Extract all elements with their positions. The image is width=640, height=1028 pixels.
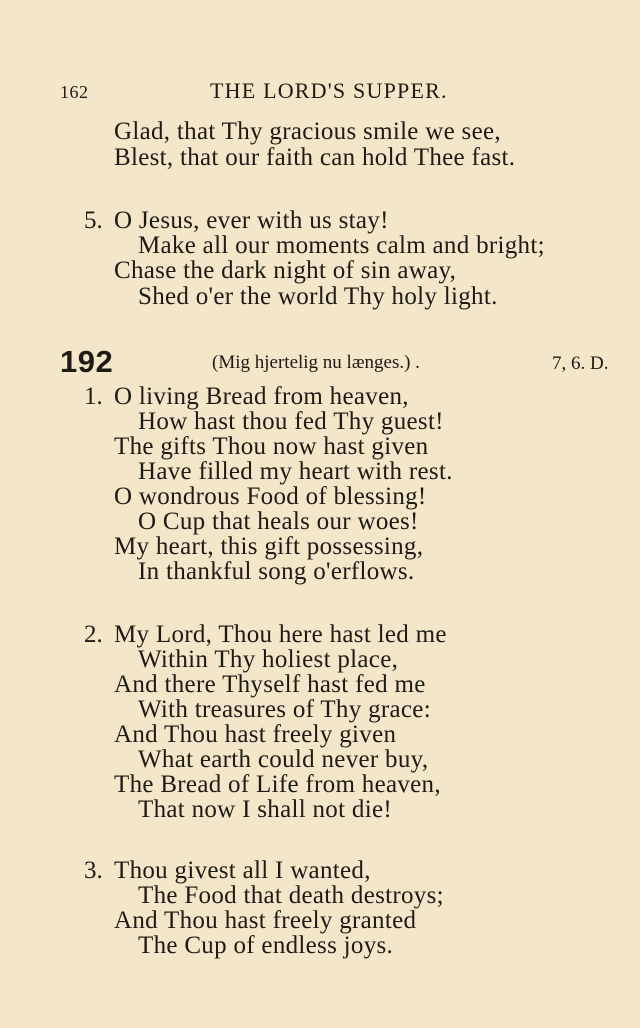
verse-line: With treasures of Thy grace: [138,696,431,723]
verse-line: How hast thou fed Thy guest! [138,408,444,435]
verse-line: Make all our moments calm and bright; [138,232,545,259]
verse-line: The Cup of endless joys. [138,932,394,959]
verse-number: 5. [84,207,103,234]
verse-line: And Thou hast freely granted [114,907,417,934]
verse-line: And Thou hast freely given [114,721,397,748]
page-header [60,78,500,108]
verse-line: Thou givest all I wanted, [114,857,371,884]
verse-line: The Bread of Life from heaven, [114,771,441,798]
verse-line: Have filled my heart with rest. [138,458,453,485]
verse-number: 2. [84,621,103,648]
verse-line: My heart, this gift possessing, [114,533,424,560]
verse-line: Within Thy holiest place, [138,646,399,673]
verse-line: What earth could never buy, [138,746,429,773]
verse-line: O Jesus, ever with us stay! [114,207,389,234]
verse-line: The Food that death destroys; [138,882,444,909]
continuation-line: Glad, that Thy gracious smile we see, [114,118,501,145]
verse-number: 1. [84,383,103,410]
verse-line: O wondrous Food of blessing! [114,483,427,510]
verse-line: Shed o'er the world Thy holy light. [138,283,498,310]
verse-line: My Lord, Thou here hast led me [114,621,447,648]
tune-name: (Mig hjertelig nu længes.) . [212,352,420,373]
verse-line: And there Thyself hast fed me [114,671,426,698]
verse-line: O Cup that heals our woes! [138,508,419,535]
verse-line: Chase the dark night of sin away, [114,257,457,284]
page-number: 162 [60,82,89,102]
verse-line: That now I shall not die! [138,796,392,823]
running-title: THE LORD'S SUPPER. [210,78,448,103]
verse-line: The gifts Thou now hast given [114,433,429,460]
continuation-line: Blest, that our faith can hold Thee fast. [114,144,516,171]
hymn-number: 192 [60,344,114,379]
verse-line: In thankful song o'erflows. [138,558,415,585]
hymn-meter: 7, 6. D. [552,353,609,374]
verse-number: 3. [84,857,103,884]
verse-line: O living Bread from heaven, [114,383,409,410]
